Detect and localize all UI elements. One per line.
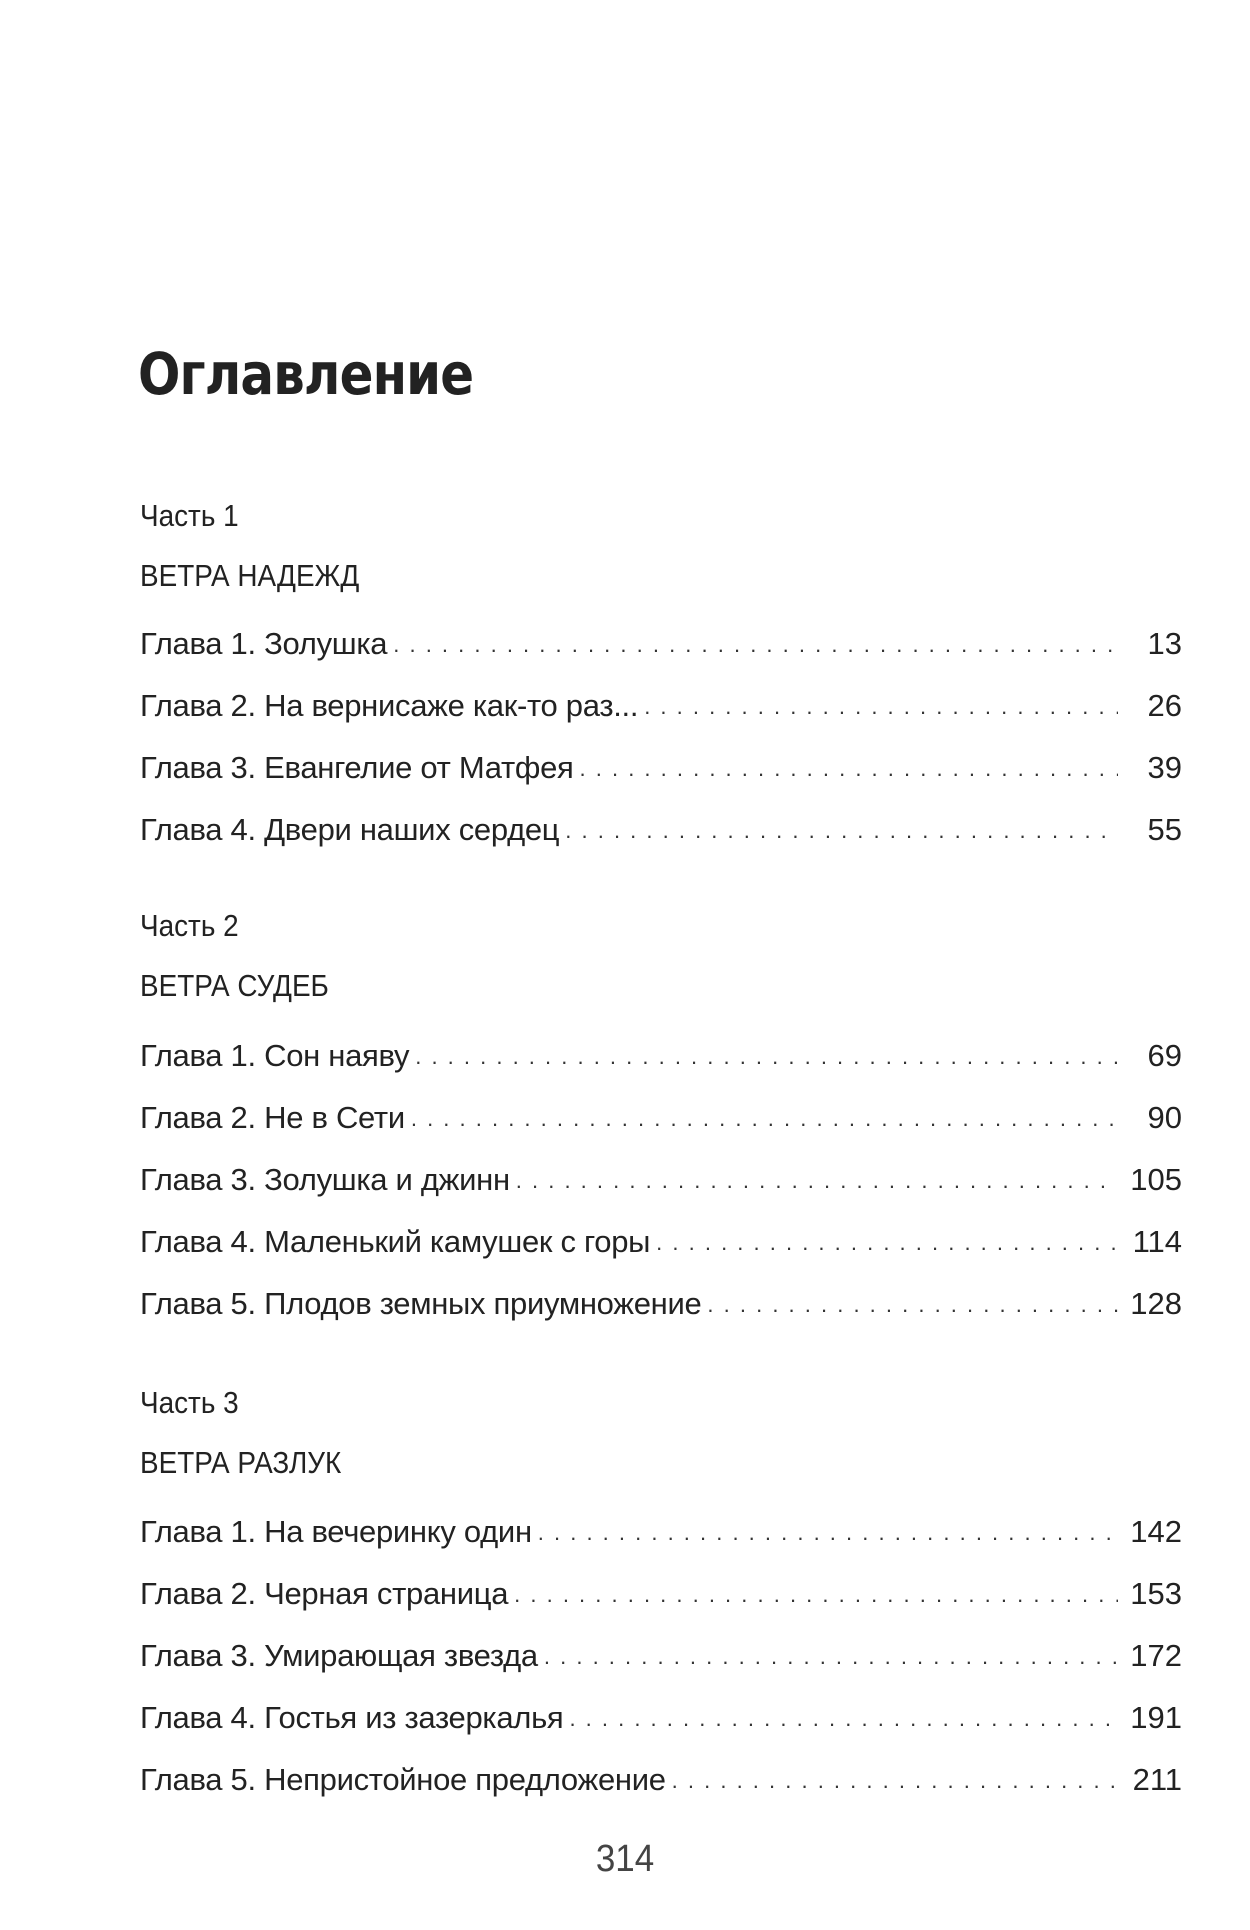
toc-entry [140,688,1182,728]
part-3-label: Часть 3 [140,1385,239,1420]
toc-entry [140,1514,1182,1554]
page-number: 55 [1147,812,1182,847]
dot-leader [672,1768,1118,1794]
chapter-title: Глава 4. Двери наших сердец [140,812,560,847]
toc-entry [140,750,1182,790]
chapter-title: Глава 1. На вечеринку один [140,1514,532,1549]
chapter-title: Глава 2. Не в Сети [140,1100,405,1135]
dot-leader [514,1582,1118,1608]
toc-entry [140,1224,1182,1264]
page-number: 114 [1132,1224,1182,1259]
chapter-title: Глава 5. Плодов земных приумножение [140,1286,702,1321]
part-2-title: ВЕТРА СУДЕБ [140,968,329,1003]
toc-entry [140,1162,1182,1202]
chapter-title: Глава 3. Золушка и джинн [140,1162,510,1197]
toc-entry [140,1576,1182,1616]
toc-entry [140,1286,1182,1326]
page-number: 69 [1147,1038,1182,1073]
chapter-title: Глава 1. Золушка [140,626,388,661]
chapter-title: Глава 3. Евангелие от Матфея [140,750,574,785]
dot-leader [411,1106,1118,1132]
dot-leader [707,1292,1118,1318]
chapter-title: Глава 4. Гостья из зазеркалья [140,1700,564,1735]
chapter-title: Глава 1. Сон наяву [140,1038,410,1073]
dot-leader [516,1168,1118,1194]
chapter-title: Глава 3. Умирающая звезда [140,1638,538,1673]
chapter-title: Глава 2. Черная страница [140,1576,509,1611]
dot-leader [569,1706,1118,1732]
page-number: 13 [1147,626,1182,661]
part-1-label: Часть 1 [140,498,239,533]
toc-entry [140,1700,1182,1740]
dot-leader [580,756,1118,782]
page-number: 153 [1130,1576,1182,1611]
page-number: 191 [1130,1700,1182,1735]
dot-leader [644,694,1118,720]
toc-entry [140,812,1182,852]
chapter-title: Глава 2. На вернисаже как-то раз... [140,688,639,723]
toc-entry [140,626,1182,666]
page-number: 26 [1147,688,1182,723]
toc-entry [140,1638,1182,1678]
page-number: 105 [1130,1162,1182,1197]
page-number: 211 [1132,1762,1182,1797]
toc-entry [140,1762,1182,1802]
page-title: Оглавление [138,340,474,408]
dot-leader [656,1230,1118,1256]
page-number: 90 [1147,1100,1182,1135]
page-number: 142 [1130,1514,1182,1549]
page-number: 172 [1130,1638,1182,1673]
toc-entry [140,1038,1182,1078]
chapter-title: Глава 5. Непристойное предложение [140,1762,666,1797]
page-number: 39 [1147,750,1182,785]
part-2-label: Часть 2 [140,908,239,943]
part-1-title: ВЕТРА НАДЕЖД [140,558,360,593]
dot-leader [415,1044,1118,1070]
page-folio-number: 314 [595,1838,655,1880]
chapter-title: Глава 4. Маленький камушек с горы [140,1224,651,1259]
toc-entry [140,1100,1182,1140]
page-number: 128 [1130,1286,1182,1321]
dot-leader [565,818,1118,844]
dot-leader [393,632,1118,658]
dot-leader [538,1520,1118,1546]
dot-leader [544,1644,1118,1670]
part-3-title: ВЕТРА РАЗЛУК [140,1445,342,1480]
